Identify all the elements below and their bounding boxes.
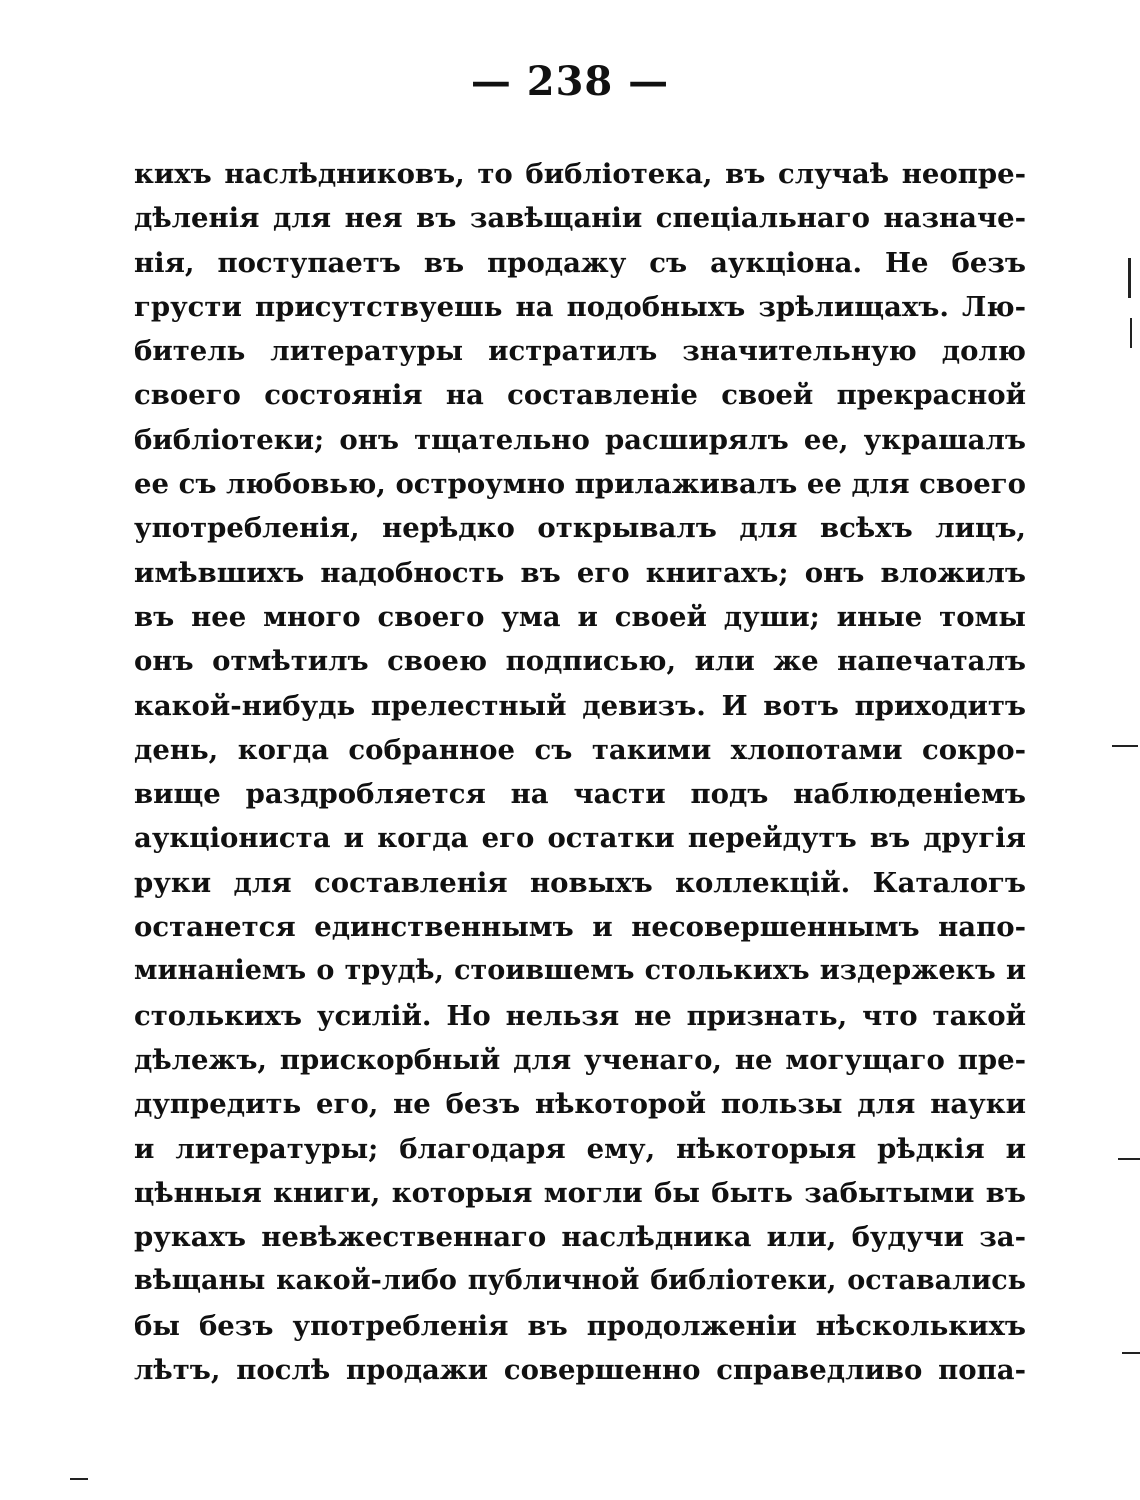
text-line: грусти присутствуешь на подобныхъ зрѣлищахъ. Лю- xyxy=(134,290,1026,323)
text-line: минаніемъ о трудѣ, стоившемъ столькихъ издержекъ и xyxy=(134,955,1026,987)
text-line: руки для составленія новыхъ коллекцій. Каталогъ xyxy=(134,866,1026,899)
text-line: день, когда собранное съ такими хлопотами сокро- xyxy=(134,733,1026,766)
scan-mark xyxy=(1118,1158,1140,1160)
text-line: останется единственнымъ и несовершеннымъ напо- xyxy=(134,911,1026,944)
text-line: ее съ любовью, остроумно прилаживалъ ее для своего xyxy=(134,468,1026,501)
scan-mark xyxy=(1130,318,1132,348)
page-number: — 238 — xyxy=(470,58,670,105)
scan-mark xyxy=(1112,745,1138,747)
text-line: бы безъ употребленія въ продолженіи нѣсколькихъ xyxy=(134,1309,1026,1342)
text-line: лѣтъ, послѣ продажи совершенно справедливо попа- xyxy=(134,1354,1026,1387)
text-line: битель литературы истратилъ значительную долю xyxy=(134,335,1026,368)
text-line: онъ отмѣтилъ своею подписью, или же напечаталъ xyxy=(134,645,1026,678)
scan-mark xyxy=(70,1478,88,1480)
text-line: дѣлежъ, прискорбный для ученаго, не могущаго пре- xyxy=(134,1043,1026,1076)
text-line: вѣщаны какой-либо публичной библіотеки, оставались xyxy=(134,1265,1026,1297)
text-line: аукціониста и когда его остатки перейдутъ въ другія xyxy=(134,822,1026,855)
text-line: дупредить его, не безъ нѣкоторой пользы для науки xyxy=(134,1088,1026,1121)
text-line: нія, поступаетъ въ продажу съ аукціона. Не безъ xyxy=(134,246,1026,279)
text-line: кихъ наслѣдниковъ, то библіотека, въ случаѣ неопре- xyxy=(134,158,1026,190)
text-line: имѣвшихъ надобность въ его книгахъ; онъ вложилъ xyxy=(134,556,1026,589)
text-line: какой-нибудь прелестный девизъ. И вотъ приходитъ xyxy=(134,689,1026,722)
scan-mark xyxy=(1122,1352,1140,1354)
text-line: въ нее много своего ума и своей души; иные томы xyxy=(134,600,1026,633)
text-line: вище раздробляется на части подъ наблюденіемъ xyxy=(134,778,1026,811)
text-line: своего состоянія на составленіе своей прекрасной xyxy=(134,379,1026,412)
scan-mark xyxy=(1128,258,1131,298)
text-line: дѣленія для нея въ завѣщаніи спеціальнаго назначе- xyxy=(134,202,1026,235)
text-line: и литературы; благодаря ему, нѣкоторыя рѣдкія и xyxy=(134,1132,1026,1165)
body-text xyxy=(134,152,1026,1392)
text-line: библіотеки; онъ тщательно расширялъ ее, украшалъ xyxy=(134,423,1026,456)
text-line: употребленія, нерѣдко открывалъ для всѣхъ лицъ, xyxy=(134,512,1026,545)
text-line: столькихъ усилій. Но нельзя не признать, что такой xyxy=(134,999,1026,1032)
text-line: цѣнныя книги, которыя могли бы быть забытыми въ xyxy=(134,1176,1026,1209)
text-line: рукахъ невѣжественнаго наслѣдника или, будучи за- xyxy=(134,1221,1026,1254)
